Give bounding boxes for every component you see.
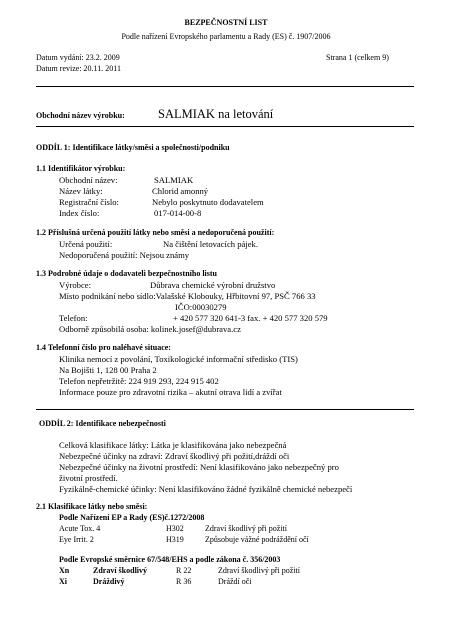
dsd-phrase-2: R 36 [176,577,192,586]
clp-class-1: Acute Tox. 4 [59,524,101,533]
dsd-symbol-1: Xn [59,566,70,575]
supplier-value: Důbrava chemické výrobní družstvo [150,280,276,290]
trade-name-value: SALMIAK na letování [158,107,274,121]
emergency-line-2: Na Bojišti 1, 128 00 Praha 2 [59,365,157,375]
supplier-address: Místo podnikání nebo sídlo:Valašské Klobouky, Hřbitovní 97, PSČ 766 33 [59,291,316,301]
index-number-label: Index číslo: [59,208,100,218]
supplier-label: Výrobce: [59,280,91,290]
not-recommended-use: Nedoporučená použití: Nejsou známy [59,250,190,260]
section1-title: ODDÍL 1: Identifikace látky/směsi a společnosti/podniku [36,143,230,152]
emergency-line-4: Informace pouze pro zdravotní rizika – akutní otrava lidí a zvířat [59,387,282,397]
intended-use-value: Na čištění letovacích pájek. [163,239,258,249]
document-subtitle: Podle nařízení Evropského parlamentu a Rady (ES) č. 1907/2006 [121,32,331,41]
intended-use-label: Určená použití: [59,239,113,249]
registration-number-label: Registrační číslo: [59,197,119,207]
substance-name-value: Chlorid amonný [152,186,209,196]
substance-name-label: Název látky: [59,186,103,196]
clp-text-2: Způsobuje vážné podráždění očí [205,535,309,544]
dsd-phrase-1: R 22 [176,566,192,575]
dsd-name-2: Dráždivý [93,577,125,586]
index-number-value: 017-014-00-8 [154,208,202,218]
dsd-symbol-2: Xi [59,577,67,586]
section1-1-heading: 1.1 Identifikátor výrobku: [36,164,126,173]
hazard-line-1: Celková klasifikace látky: Látka je klasifikována jako nebezpečná [59,440,287,450]
section2-1-heading: 2.1 Klasifikace látky nebo směsi: [36,502,148,511]
section2-title: ODDÍL 2: Identifikace nebezpečnosti [39,419,166,428]
product-name-value: SALMIAK [154,175,194,185]
responsible-person: Odborně způsobilá osoba: kolinek.josef@dubrava.cz [59,324,241,334]
clp-code-2: H319 [166,535,184,544]
document-title: BEZPEČNOSTNÍ LIST [184,18,268,27]
registration-number-value: Nebylo poskytnuto dodavatelem [152,197,264,207]
hazard-line-3: Nebezpečné účinky na životní prostředí: Není klasifikováno jako nebezpečný pro [59,462,339,472]
dsd-heading: Podle Evropské směrnice 67/548/EHS a podle zákona č. 356/2003 [59,555,281,564]
section1-4-heading: 1.4 Telefonní číslo pro naléhavé situace: [36,343,171,352]
dsd-text-1: Zdraví škodlivý při požití [218,566,300,575]
hazard-line-5: Fyzikálně-chemické účinky: Není klasifikováno žádné fyzikálně chemické nebezpečí [59,484,353,494]
hazard-line-2: Nebezpečné účinky na zdraví: Zdraví škodlivý při požití,dráždí oči [59,451,290,461]
emergency-line-1: Klinika nemocí z povolání, Toxikologické informační středisko (TIS) [59,354,298,364]
dsd-text-2: Dráždí oči [218,577,252,586]
issue-date: Datum vydání: 23.2. 2009 [36,53,120,62]
trade-name-divider [36,126,414,127]
page-info: Strana 1 (celkem 9) [326,53,389,62]
clp-class-2: Eye Irrit. 2 [59,535,94,544]
section1-2-heading: 1.2 Příslušná určená použití látky nebo směsi a nedoporučená použití: [36,228,275,237]
phone-label: Telefon: [59,313,88,323]
product-name-label: Obchodní název: [59,175,118,185]
header-divider [36,86,414,87]
clp-text-1: Zdraví škodlivý při požití [205,524,287,533]
dsd-name-1: Zdraví škodlivý [93,566,148,575]
revision-date: Datum revize: 20.11. 2011 [36,64,121,73]
clp-heading: Podle Nařízení EP a Rady (ES)č.1272/2008 [59,513,205,522]
section1-3-heading: 1.3 Podrobné údaje o dodavateli bezpečnostního listu [36,269,217,278]
hazard-line-4: životní prostředí. [59,473,118,483]
clp-code-1: H302 [166,524,184,533]
trade-name-label: Obchodní název výrobku: [36,111,125,120]
section1-divider [36,409,414,410]
emergency-line-3: Telefon nepřetržitě: 224 919 293, 224 915 402 [59,376,219,386]
supplier-ico: IČO:00030279 [175,302,227,312]
phone-value: + 420 577 320 641-3 fax. + 420 577 320 579 [173,313,328,323]
